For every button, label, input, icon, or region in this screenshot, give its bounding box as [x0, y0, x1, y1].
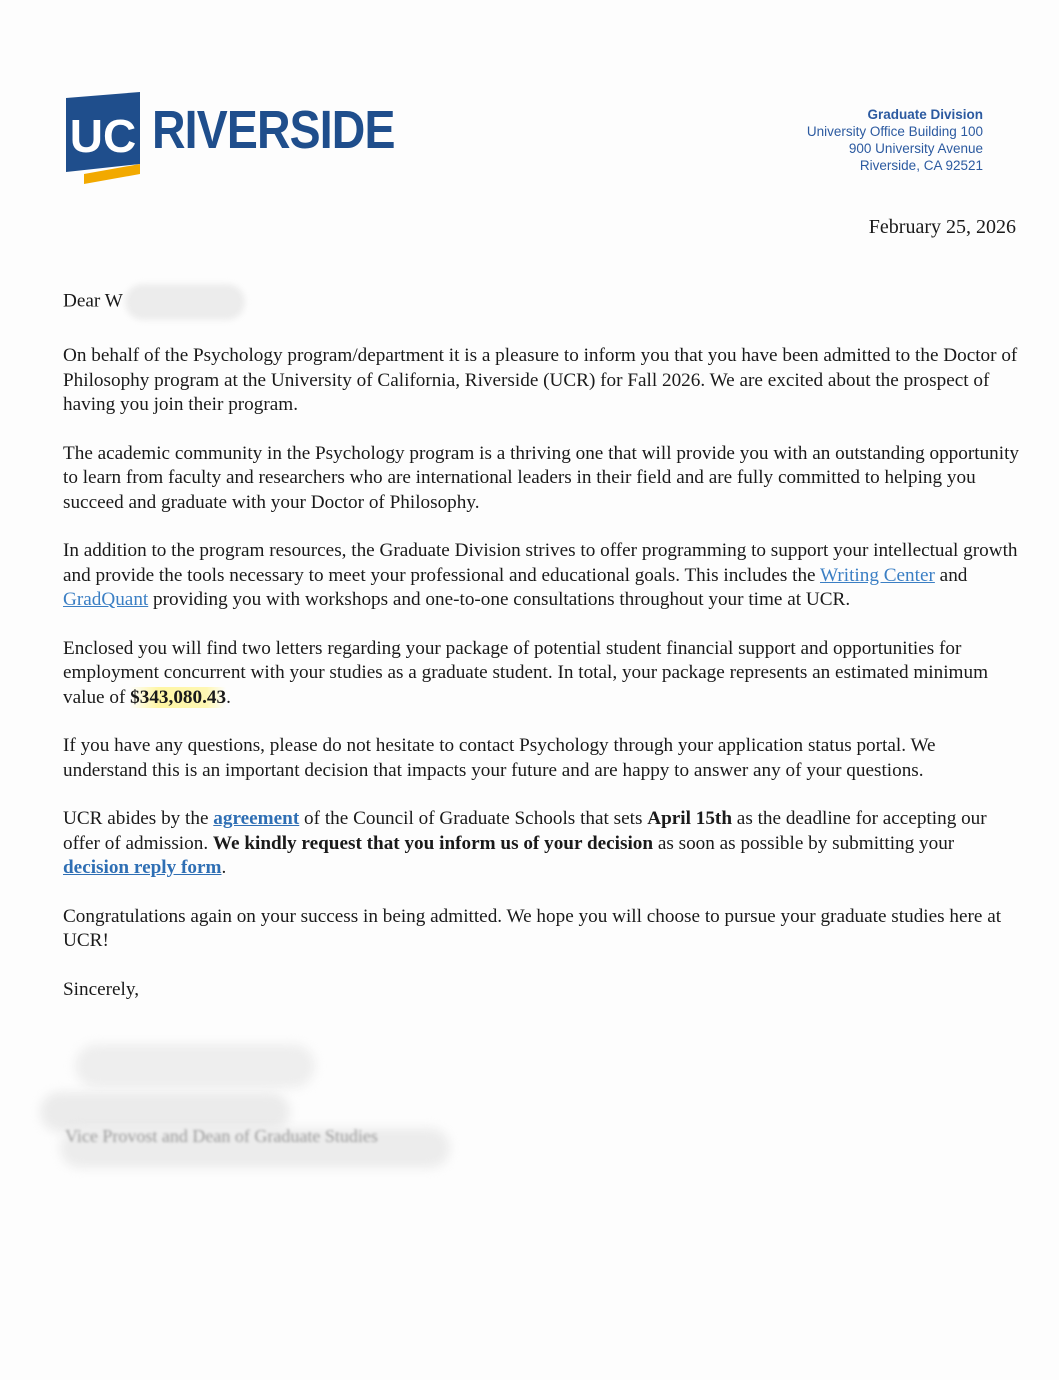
paragraph-congratulations: Congratulations again on your success in being admitted. We hope you will choose to pursue your graduate studies here at UCR! — [63, 905, 1002, 951]
letter-date: February 25, 2026 — [868, 216, 1016, 238]
paragraph-resources — [63, 539, 1023, 613]
agreement-link[interactable]: agreement — [213, 808, 300, 829]
paragraph-resources-text-a: In addition to the program resources, the Graduate Division strives to offer programming to support your intellectual growth and provide the tools necessary to meet your professional and educational goals. This includes the — [63, 540, 1018, 586]
signer-title: Vice Provost and Dean of Graduate Studies — [65, 1126, 378, 1146]
paragraph-resources-text-c: providing you with workshops and one-to-one consultations throughout your time at UCR. — [148, 589, 851, 610]
logo-riverside-text: RIVERSIDE — [152, 100, 395, 160]
paragraph-questions: If you have any questions, please do not hesitate to contact Psychology through your application status portal. We understand this is an important decision that impacts your future and are happy to answer any of your questions. — [63, 735, 936, 781]
decision-request: We kindly request that you inform us of your decision — [212, 832, 654, 854]
package-amount: $343,080.43 — [130, 686, 227, 708]
paragraph-deadline-text-c: as the deadline for accepting our offer of admission. — [63, 808, 987, 854]
paragraph-financial-end: . — [226, 686, 231, 708]
address-line-3: Riverside, CA 92521 — [859, 158, 983, 173]
deadline-date: April 15th — [647, 808, 732, 829]
paragraph-deadline-text-b: of the Council of Graduate Schools that sets — [299, 808, 648, 829]
decision-reply-form-link[interactable]: decision reply form — [63, 857, 222, 878]
address-line-2: 900 University Avenue — [848, 141, 983, 156]
gradquant-link[interactable]: GradQuant — [63, 589, 149, 610]
redacted-signature — [75, 1044, 315, 1088]
paragraph-resources-text-b: and — [934, 564, 968, 586]
salutation-text: Dear W — [63, 290, 123, 312]
redacted-name — [125, 284, 245, 320]
writing-center-link[interactable]: Writing Center — [820, 564, 935, 586]
closing: Sincerely, — [63, 978, 140, 1000]
paragraph-financial — [63, 637, 1023, 711]
paragraph-community: The academic community in the Psychology program is a thriving one that will provide you with an outstanding opportunity to learn from faculty and researchers who are international leaders in their field and are fully committed to helping you succeed and graduate with your Doctor of Philosophy. — [63, 442, 1020, 513]
address-department: Graduate Division — [867, 107, 983, 122]
paragraph-deadline-end: . — [221, 857, 227, 878]
address-block — [807, 106, 983, 174]
signature-block — [40, 1036, 460, 1176]
logo-uc-text: UC — [69, 110, 137, 162]
paragraph-admission: On behalf of the Psychology program/department it is a pleasure to inform you that you have been admitted to the Doctor of Philosophy program at the University of California, Riverside (UCR) for Fall 2026. We are excited about the prospect of having you join their program. — [63, 345, 1018, 415]
paragraph-deadline-text-d: as soon as possible by submitting your — [653, 832, 955, 854]
letter-body — [63, 284, 1023, 1026]
uc-logo-mark — [64, 92, 144, 186]
salutation — [63, 284, 1023, 320]
paragraph-deadline-text-a: UCR abides by the — [63, 808, 214, 829]
paragraph-deadline — [63, 807, 1023, 881]
address-line-1: University Office Building 100 — [806, 124, 983, 139]
ucr-logo — [64, 92, 395, 188]
paragraph-financial-text: Enclosed you will find two letters regarding your package of potential student financial support and opportunities for employment concurrent with your studies as a graduate student. In total, your package represents an estimated minimum value of — [63, 637, 989, 708]
